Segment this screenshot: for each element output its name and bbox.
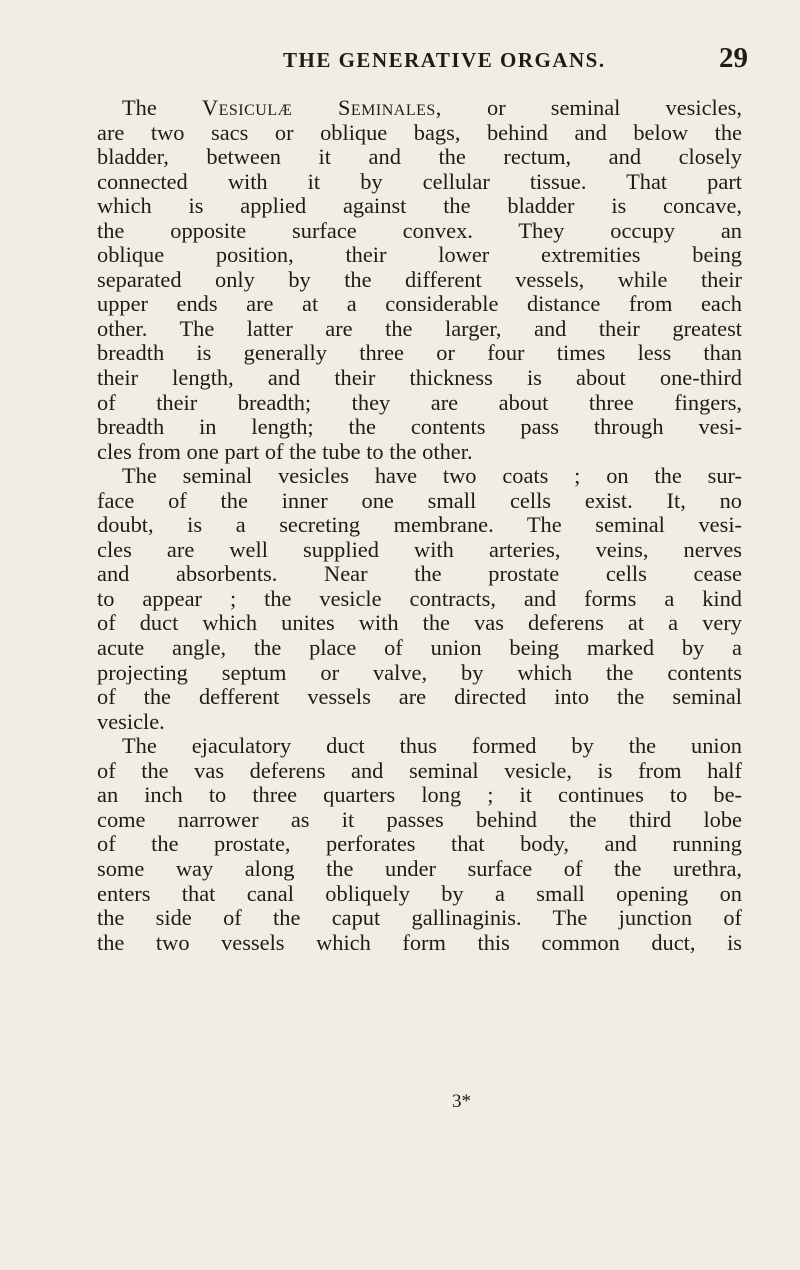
text-line: come narrower as it passes behind the third lobe xyxy=(97,806,742,832)
running-title: THE GENERATIVE ORGANS. xyxy=(283,48,606,72)
text-line: their length, and their thickness is about one-third xyxy=(97,365,742,391)
text-line: separated only by the different vessels, while their xyxy=(97,266,742,292)
text-line: bladder, between it and the rectum, and closely xyxy=(97,144,742,170)
text-line: breadth is generally three or four times less than xyxy=(97,340,742,366)
text-line: the two vessels which form this common duct, is xyxy=(97,929,742,955)
text-line: cles from one part of the tube to the other. xyxy=(97,438,473,464)
text-line: other. The latter are the larger, and their greatest xyxy=(97,315,742,341)
text-line: vesicle. xyxy=(97,708,165,734)
text-line: of the prostate, perforates that body, and running xyxy=(97,831,742,857)
text-line: cles are well supplied with arteries, veins, nerves xyxy=(97,536,742,562)
text-line: breadth in length; the contents pass through vesi- xyxy=(97,414,742,440)
term-vesiculae-seminales: Vesiculæ Seminales, xyxy=(201,95,442,120)
text-line: enters that canal obliquely by a small opening on xyxy=(97,880,742,906)
text-line: and absorbents. Near the prostate cells cease xyxy=(97,561,742,587)
text-line: of their breadth; they are about three fingers, xyxy=(97,389,742,415)
text-line: The Vesiculæ Seminales, or seminal vesicles, xyxy=(122,95,742,120)
text-line: the opposite surface convex. They occupy an xyxy=(97,217,742,243)
text-line: acute angle, the place of union being marked by a xyxy=(97,635,742,661)
text-line: upper ends are at a considerable distance from each xyxy=(97,291,742,317)
text-line: the side of the caput gallinaginis. The junction of xyxy=(97,905,742,931)
text-line: face of the inner one small cells exist. It, no xyxy=(97,487,742,513)
text-line: of the vas deferens and seminal vesicle, is from half xyxy=(97,757,742,783)
text-line: some way along the under surface of the urethra, xyxy=(97,855,742,881)
text-line: The seminal vesicles have two coats ; on the sur- xyxy=(122,463,742,489)
text-line: oblique position, their lower extremities being xyxy=(97,242,742,268)
text-line: an inch to three quarters long ; it continues to be- xyxy=(97,782,742,808)
page-number: 29 xyxy=(719,42,748,74)
text-line: which is applied against the bladder is concave, xyxy=(97,193,742,219)
text-line: of the defferent vessels are directed into the seminal xyxy=(97,684,742,710)
signature-mark: 3* xyxy=(452,1091,471,1112)
text-line: projecting septum or valve, by which the contents xyxy=(97,659,742,685)
text-line: to appear ; the vesicle contracts, and forms a kind xyxy=(97,585,742,611)
running-head xyxy=(0,42,800,82)
text-line: doubt, is a secreting membrane. The seminal vesi- xyxy=(97,512,742,538)
text-line: connected with it by cellular tissue. That part xyxy=(97,168,742,194)
text-line: are two sacs or oblique bags, behind and below the xyxy=(97,119,742,145)
body-text xyxy=(97,96,742,955)
text-line: The ejaculatory duct thus formed by the union xyxy=(122,733,742,759)
text-line: of duct which unites with the vas deferens at a very xyxy=(97,610,742,636)
